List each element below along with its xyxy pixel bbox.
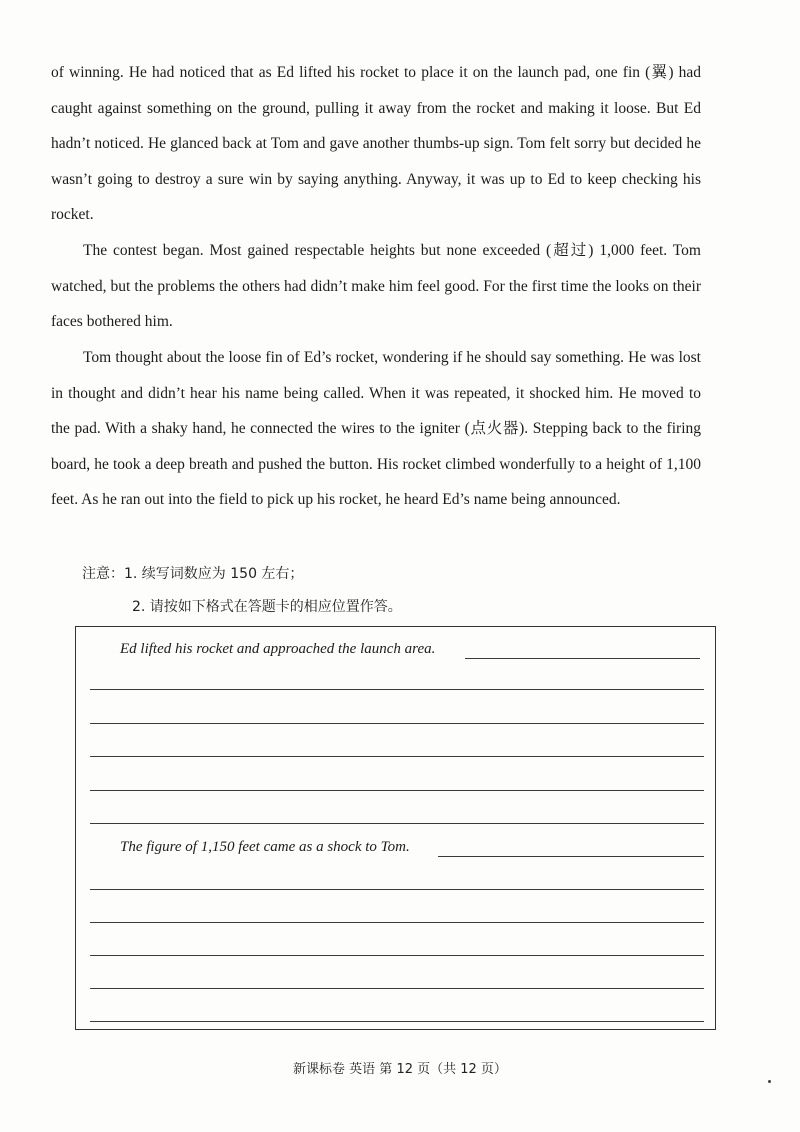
passage-paragraph-3: Tom thought about the loose fin of Ed’s rocket, wondering if he should say something. He was lost in thought and didn’t hear his name being called. When it was repeated, it shocked him. He moved to the pad. With a shaky hand, he connected the wires to the igniter (点火器). Stepping back to the firing board, he took a deep breath and pushed the button. His rocket climbed wonderfully to a height of 1,100 feet. As he ran out into the field to pick up his rocket, he heard Ed’s name being announced. [51,349,701,509]
passage-paragraph-1: of winning. He had noticed that as Ed lifted his rocket to place it on the launch pad, one fin (翼) had caught against something on the ground, pulling it away from the rocket and making it loose. But Ed hadn’t noticed. He glanced back at Tom and gave another thumbs-up sign. Tom felt sorry but decided he wasn’t going to destroy a sure win by saying anything. Anyway, it was up to Ed to keep checking his rocket. [51,64,701,224]
writing-line[interactable] [90,756,704,757]
continuation-prompt-1: Ed lifted his rocket and approached the launch area. [120,641,436,657]
continuation-prompt-2: The figure of 1,150 feet came as a shock to Tom. [120,839,410,855]
writing-line[interactable] [438,856,704,857]
note-answer-format: 2. 请按如下格式在答题卡的相应位置作答。 [132,599,402,615]
writing-line[interactable] [90,823,704,824]
passage-paragraph-2: The contest began. Most gained respectable heights but none exceeded (超过) 1,000 feet. Tom watched, but the problems the others had didn’t make him feel good. For the first time the looks on their faces bothered him. [51,242,701,331]
writing-line[interactable] [90,790,704,791]
writing-line[interactable] [465,658,700,659]
note-word-count: 注意：1. 续写词数应为 150 左右； [82,566,304,582]
writing-line[interactable] [90,689,704,690]
answer-box [75,626,716,1030]
writing-line[interactable] [90,723,704,724]
writing-line[interactable] [90,1021,704,1022]
page-footer: 新课标卷 英语 第 12 页（共 12 页） [293,1062,507,1077]
scan-speck [768,1080,771,1083]
writing-line[interactable] [90,922,704,923]
writing-line[interactable] [90,988,704,989]
writing-line[interactable] [90,955,704,956]
writing-line[interactable] [90,889,704,890]
